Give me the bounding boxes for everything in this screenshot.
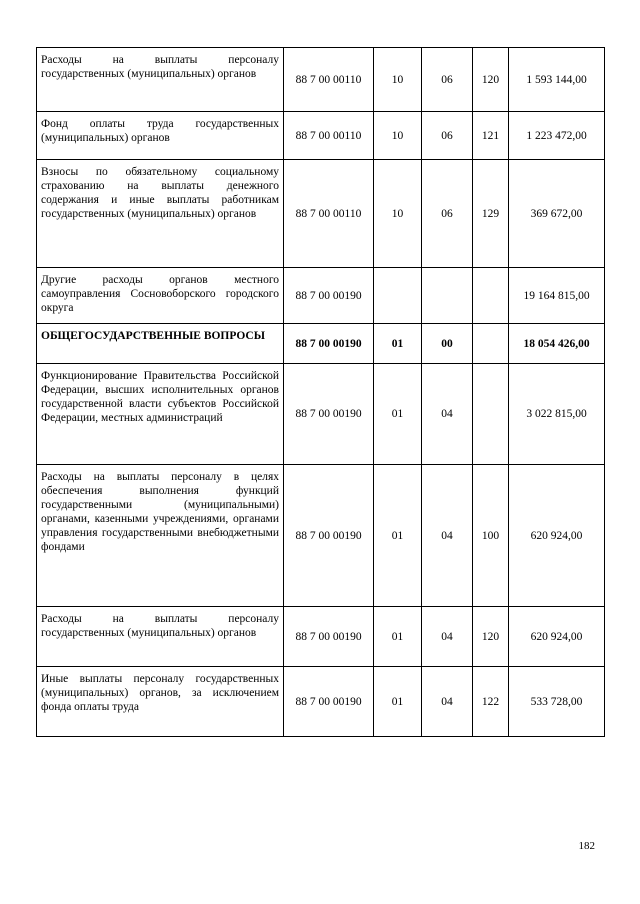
target-article-code: 88 7 00 00190 [284,607,374,667]
amount: 18 054 426,00 [509,324,605,364]
section-code [374,268,422,324]
item-description: Другие расходы органов местного самоуправления Сосновоборского городского округа [37,268,284,324]
item-description: Иные выплаты персоналу государственных (муниципальных) органов, за исключением фонда оплаты труда [37,667,284,737]
expense-type-code [473,364,509,465]
table-row [37,324,605,364]
section-code: 01 [374,465,422,607]
subsection-code: 06 [422,48,473,112]
table-row [37,268,605,324]
item-description: ОБЩЕГОСУДАРСТВЕННЫЕ ВОПРОСЫ [37,324,284,364]
amount: 369 672,00 [509,160,605,268]
budget-table [36,47,605,737]
subsection-code: 04 [422,465,473,607]
amount: 19 164 815,00 [509,268,605,324]
section-code: 10 [374,160,422,268]
expense-type-code [473,268,509,324]
amount: 620 924,00 [509,465,605,607]
section-code: 10 [374,112,422,160]
item-description: Взносы по обязательному социальному страхованию на выплаты денежного содержания и иные выплаты работникам государственных (муниципальных) органов [37,160,284,268]
subsection-code: 00 [422,324,473,364]
subsection-code: 04 [422,607,473,667]
expense-type-code: 100 [473,465,509,607]
section-code: 01 [374,607,422,667]
amount: 1 223 472,00 [509,112,605,160]
subsection-code: 04 [422,364,473,465]
subsection-code: 04 [422,667,473,737]
amount: 620 924,00 [509,607,605,667]
target-article-code: 88 7 00 00110 [284,160,374,268]
item-description: Функционирование Правительства Российской Федерации, высших исполнительных органов государственной власти субъектов Российской Федерации, местных администраций [37,364,284,465]
expense-type-code: 120 [473,48,509,112]
table-row [37,48,605,112]
expense-type-code: 120 [473,607,509,667]
expense-type-code [473,324,509,364]
target-article-code: 88 7 00 00110 [284,48,374,112]
table-row [37,160,605,268]
amount: 3 022 815,00 [509,364,605,465]
amount: 1 593 144,00 [509,48,605,112]
section-code: 10 [374,48,422,112]
item-description: Расходы на выплаты персоналу в целях обеспечения выполнения функций государственными (муниципальными) органами, казенными учреждениями, органами управления государственными внебюджетными фондами [37,465,284,607]
target-article-code: 88 7 00 00190 [284,465,374,607]
table-row [37,607,605,667]
target-article-code: 88 7 00 00190 [284,667,374,737]
expense-type-code: 121 [473,112,509,160]
item-description: Расходы на выплаты персоналу государственных (муниципальных) органов [37,48,284,112]
item-description: Фонд оплаты труда государственных (муниципальных) органов [37,112,284,160]
target-article-code: 88 7 00 00190 [284,324,374,364]
table-body [37,48,605,737]
section-code: 01 [374,324,422,364]
section-code: 01 [374,667,422,737]
target-article-code: 88 7 00 00190 [284,364,374,465]
subsection-code [422,268,473,324]
table-row [37,667,605,737]
section-code: 01 [374,364,422,465]
table-row [37,112,605,160]
table-row [37,465,605,607]
subsection-code: 06 [422,160,473,268]
table-row [37,364,605,465]
subsection-code: 06 [422,112,473,160]
target-article-code: 88 7 00 00110 [284,112,374,160]
expense-type-code: 122 [473,667,509,737]
page-number: 182 [578,840,595,852]
item-description: Расходы на выплаты персоналу государственных (муниципальных) органов [37,607,284,667]
amount: 533 728,00 [509,667,605,737]
expense-type-code: 129 [473,160,509,268]
target-article-code: 88 7 00 00190 [284,268,374,324]
